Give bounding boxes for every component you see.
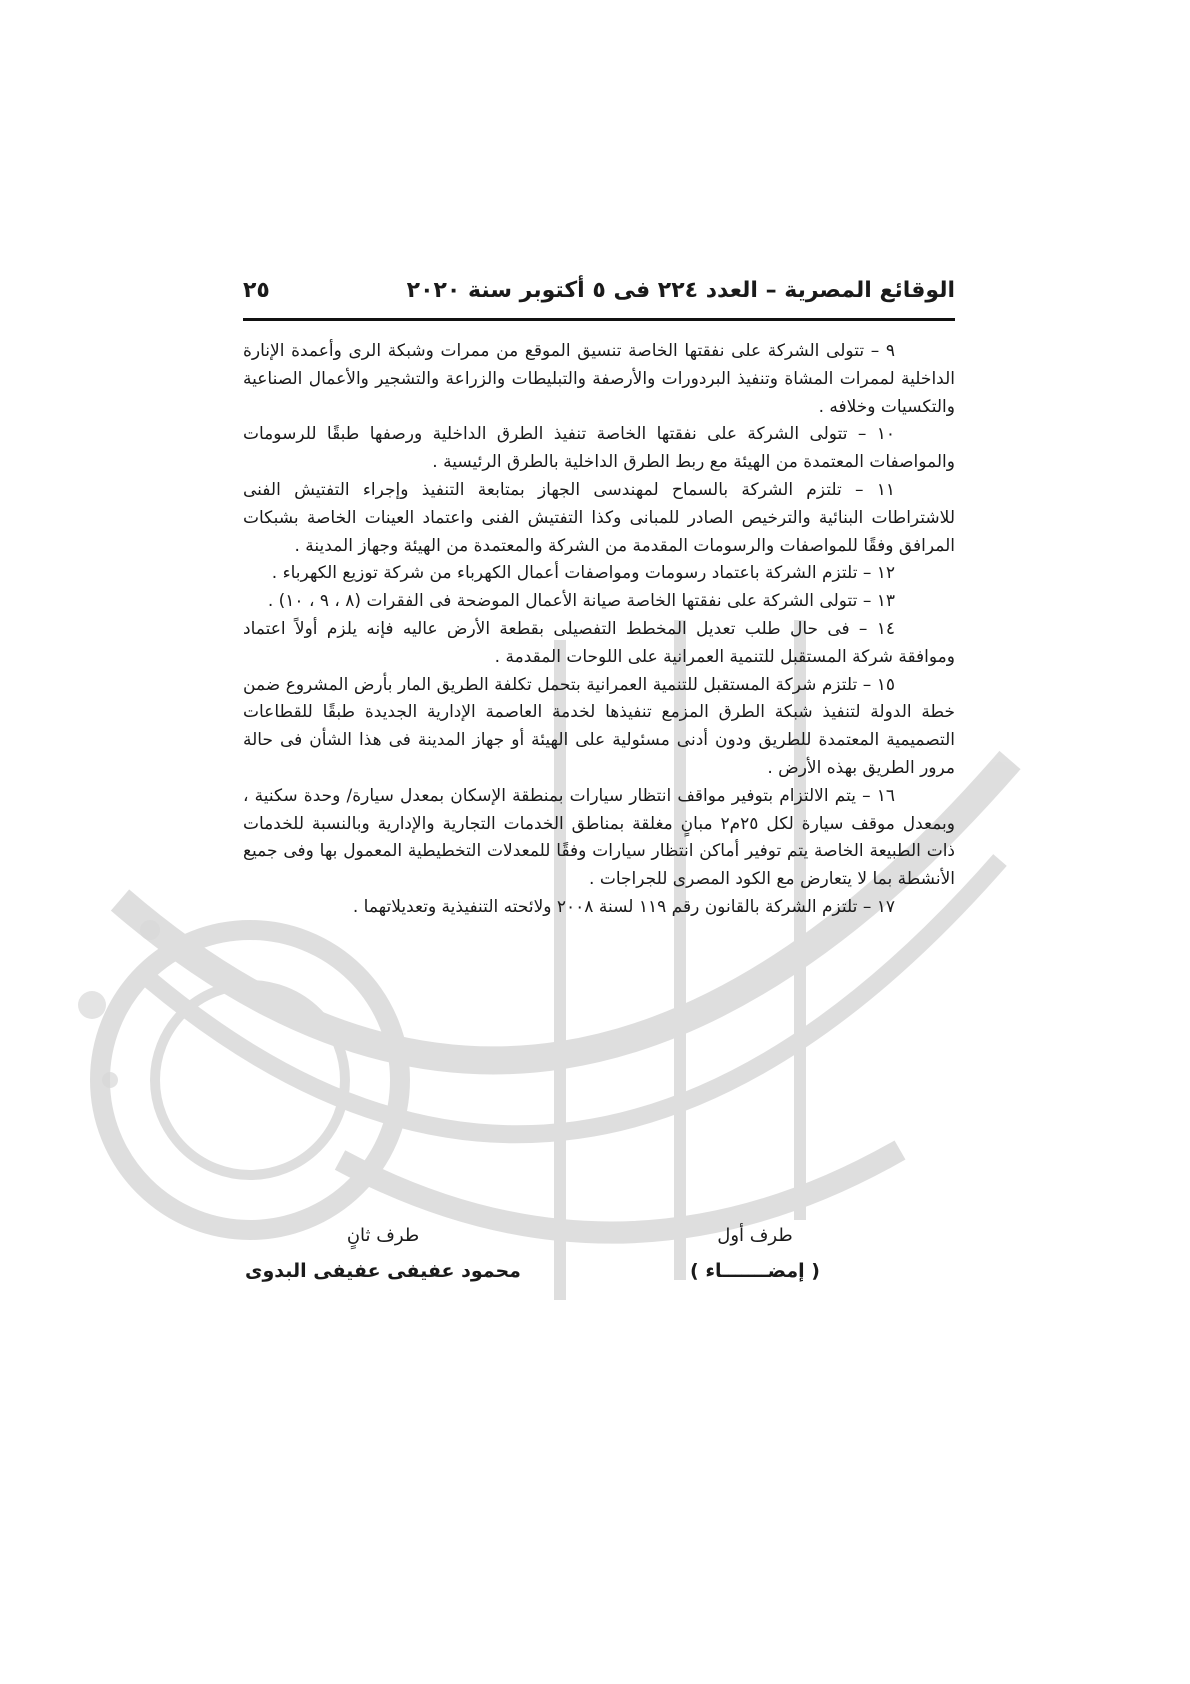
first-party-label: طرف أول	[717, 1225, 793, 1246]
second-party-label: طرف ثانٍ	[346, 1225, 420, 1246]
first-party-signature-mark: ( إمضـــــــاء )	[690, 1260, 820, 1282]
publication-title: الوقائع المصرية – العدد ٢٢٤ فى ٥ أكتوبر سنة ٢٠٢٠	[406, 278, 955, 303]
clause-11: ١١ – تلتزم الشركة بالسماح لمهندسى الجهاز بمتابعة التنفيذ وإجراء التفتيش الفنى للاشتراطات البنائية والترخيص الصادر للمبانى وكذا التفتيش الفنى واعتماد العينات الخاصة بشبكات المرافق وفقًا للمواصفات والرسومات المقدمة من الشركة والمعتمدة من الهيئة وجهاز المدينة .	[243, 479, 955, 556]
clause-14: ١٤ – فى حال طلب تعديل المخطط التفصيلى بقطعة الأرض عاليه فإنه يلزم أولاً اعتماد وموافقة شركة المستقبل للتنمية العمرانية على اللوحات المقدمة .	[243, 618, 955, 667]
header-divider	[243, 318, 955, 321]
page-header	[243, 272, 955, 316]
clause-9: ٩ – تتولى الشركة على نفقتها الخاصة تنسيق الموقع من ممرات وشبكة الرى وأعمدة الإنارة الداخلية لممرات المشاة وتنفيذ البردورات والأرصفة والتبليطات والزراعة والتشجير والأعمال الصناعية والتكسيات وخلافه .	[243, 341, 955, 417]
first-party-signature	[615, 1225, 895, 1282]
signature-block	[243, 1225, 955, 1305]
clause-17: ١٧ – تلتزم الشركة بالقانون رقم ١١٩ لسنة ٢٠٠٨ ولائحته التنفيذية وتعديلاتهما .	[352, 896, 895, 917]
clause-10: ١٠ – تتولى الشركة على نفقتها الخاصة تنفيذ الطرق الداخلية ورصفها طبقًا للرسومات والمواصفات المعتمدة من الهيئة مع ربط الطرق الداخلية بالطرق الرئيسية .	[243, 424, 955, 473]
second-party-signature	[243, 1225, 523, 1282]
clause-16: ١٦ – يتم الالتزام بتوفير مواقف انتظار سيارات بمنطقة الإسكان بمعدل سيارة/ وحدة سكنية ، وبمعدل موقف سيارة لكل ٢٥م٢ مبانٍ مغلقة بمناطق الخدمات التجارية والإدارية وبالنسبة للخدمات ذات الطبيعة الخاصة يتم توفير أماكن انتظار سيارات وفقًا للمعدلات التخطيطية المعمول بها وفى جميع الأنشطة بما لا يتعارض مع الكود المصرى للجراجات .	[243, 785, 955, 890]
page-number: ٢٥	[243, 278, 270, 303]
second-party-name: محمود عفيفى عفيفى البدوى	[245, 1260, 521, 1282]
clause-15: ١٥ – تلتزم شركة المستقبل للتنمية العمرانية بتحمل تكلفة الطريق المار بأرض المشروع ضمن خطة الدولة لتنفيذ شبكة الطرق المزمع تنفيذها لخدمة العاصمة الإدارية الجديدة طبقًا للقطاعات التصميمية المعتمدة للطريق ودون أدنى مسئولية على الهيئة أو جهاز المدينة فى هذا الشأن فى حالة مرور الطريق بهذه الأرض .	[243, 674, 955, 778]
clause-12: ١٢ – تلتزم الشركة باعتماد رسومات ومواصفات أعمال الكهرباء من شركة توزيع الكهرباء .	[271, 563, 895, 584]
clauses-body	[243, 338, 955, 922]
clause-13: ١٣ – تتولى الشركة على نفقتها الخاصة صيانة الأعمال الموضحة فى الفقرات (٨ ، ٩ ، ١٠) .	[267, 591, 895, 612]
